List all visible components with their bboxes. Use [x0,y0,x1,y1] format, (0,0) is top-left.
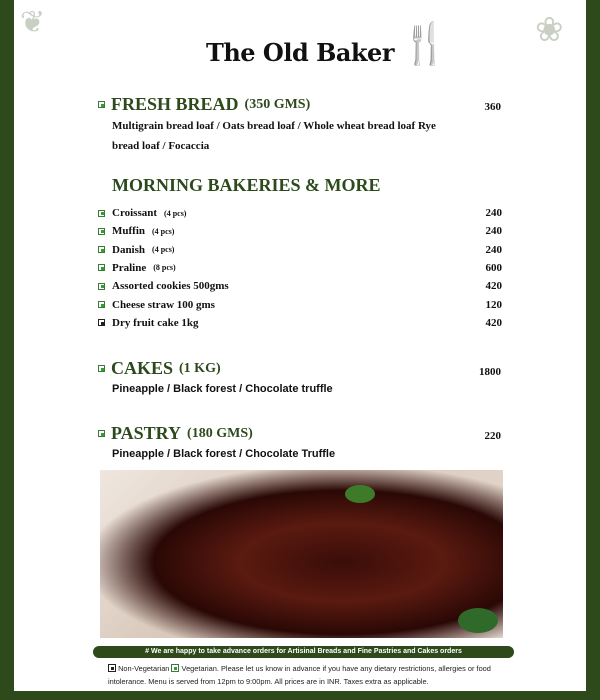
fork-spoon-icon: 🍴 [400,21,450,67]
section-qty: (350 GMS) [244,96,311,112]
item-unit: (8 pcs) [153,263,176,273]
menu-item [98,225,502,237]
item-name: Assorted cookies 500gms [112,280,229,293]
item-price: 120 [485,298,502,311]
leaf-icon: ❦ [20,5,46,40]
section-name: PASTRY [111,423,182,443]
morning-heading: MORNING BAKERIES & MORE [112,175,381,195]
item-price: 240 [485,243,502,256]
item-name: Muffin [112,225,145,238]
section-qty: (180 GMS) [187,425,253,441]
section-name: FRESH BREAD [111,94,239,114]
item-price: 420 [485,316,502,329]
section-qty: (1 KG) [179,360,221,376]
cakes-desc: Pineapple / Black forest / Chocolate truffle [112,383,333,395]
veg-icon [98,365,105,372]
veg-icon [98,264,105,271]
veg-icon [98,430,105,437]
advance-orders-banner: # We are happy to take advance orders for Artisinal Breads and Fine Pastries and Cakes orders [93,646,514,658]
item-unit: (4 pcs) [152,226,175,236]
menu-item [98,244,502,256]
item-price: 240 [485,207,502,219]
footer-note [108,662,518,688]
section-name: CAKES [111,358,174,378]
nonveg-icon [98,319,105,326]
item-name: Dry fruit cake 1kg [112,316,199,329]
item-unit: (4 pcs) [152,245,175,255]
veg-icon [171,664,179,672]
chocolate-cake-photo [100,470,503,638]
veg-icon [98,283,105,290]
item-price: 600 [485,261,502,274]
menu-item [98,317,502,329]
item-name: Praline [112,261,147,274]
pastry-price: 220 [484,430,501,442]
nonveg-icon [108,664,116,672]
veg-icon [98,228,105,235]
fresh-bread-desc-2: bread loaf / Focaccia [112,140,210,152]
restaurant-title: The Old Baker [206,38,394,67]
fresh-bread-heading [98,94,310,115]
pepper-icon: ❀ [535,10,564,50]
menu-item [98,280,502,292]
item-unit: (4 pcs) [164,208,187,218]
menu-item [98,262,502,274]
cakes-heading [98,358,221,379]
fresh-bread-price: 360 [484,101,501,113]
veg-label: Vegetarian. Please let us know in advance if you have any dietary restrictions, allergies or food intolerance. Menu is served from 12pm to 9:00pm. All prices are in INR. Taxes extra as applicable. [108,664,491,686]
item-price: 420 [485,280,502,293]
item-name: Danish [112,243,146,256]
cakes-price: 1800 [479,366,501,378]
veg-icon [98,246,105,253]
menu-item [98,207,502,219]
fresh-bread-desc-1: Multigrain bread loaf / Oats bread loaf / Whole wheat bread loaf Rye [112,120,436,132]
veg-icon [98,301,105,308]
menu-item [98,299,502,311]
nonveg-label: Non-Vegetarian [118,664,170,673]
item-price: 240 [485,225,502,238]
veg-icon [98,101,105,108]
item-name: Cheese straw 100 gms [112,298,215,311]
veg-icon [98,210,105,217]
item-name: Croissant [112,207,158,219]
pastry-heading [98,423,253,444]
pastry-desc: Pineapple / Black forest / Chocolate Truffle [112,448,336,460]
